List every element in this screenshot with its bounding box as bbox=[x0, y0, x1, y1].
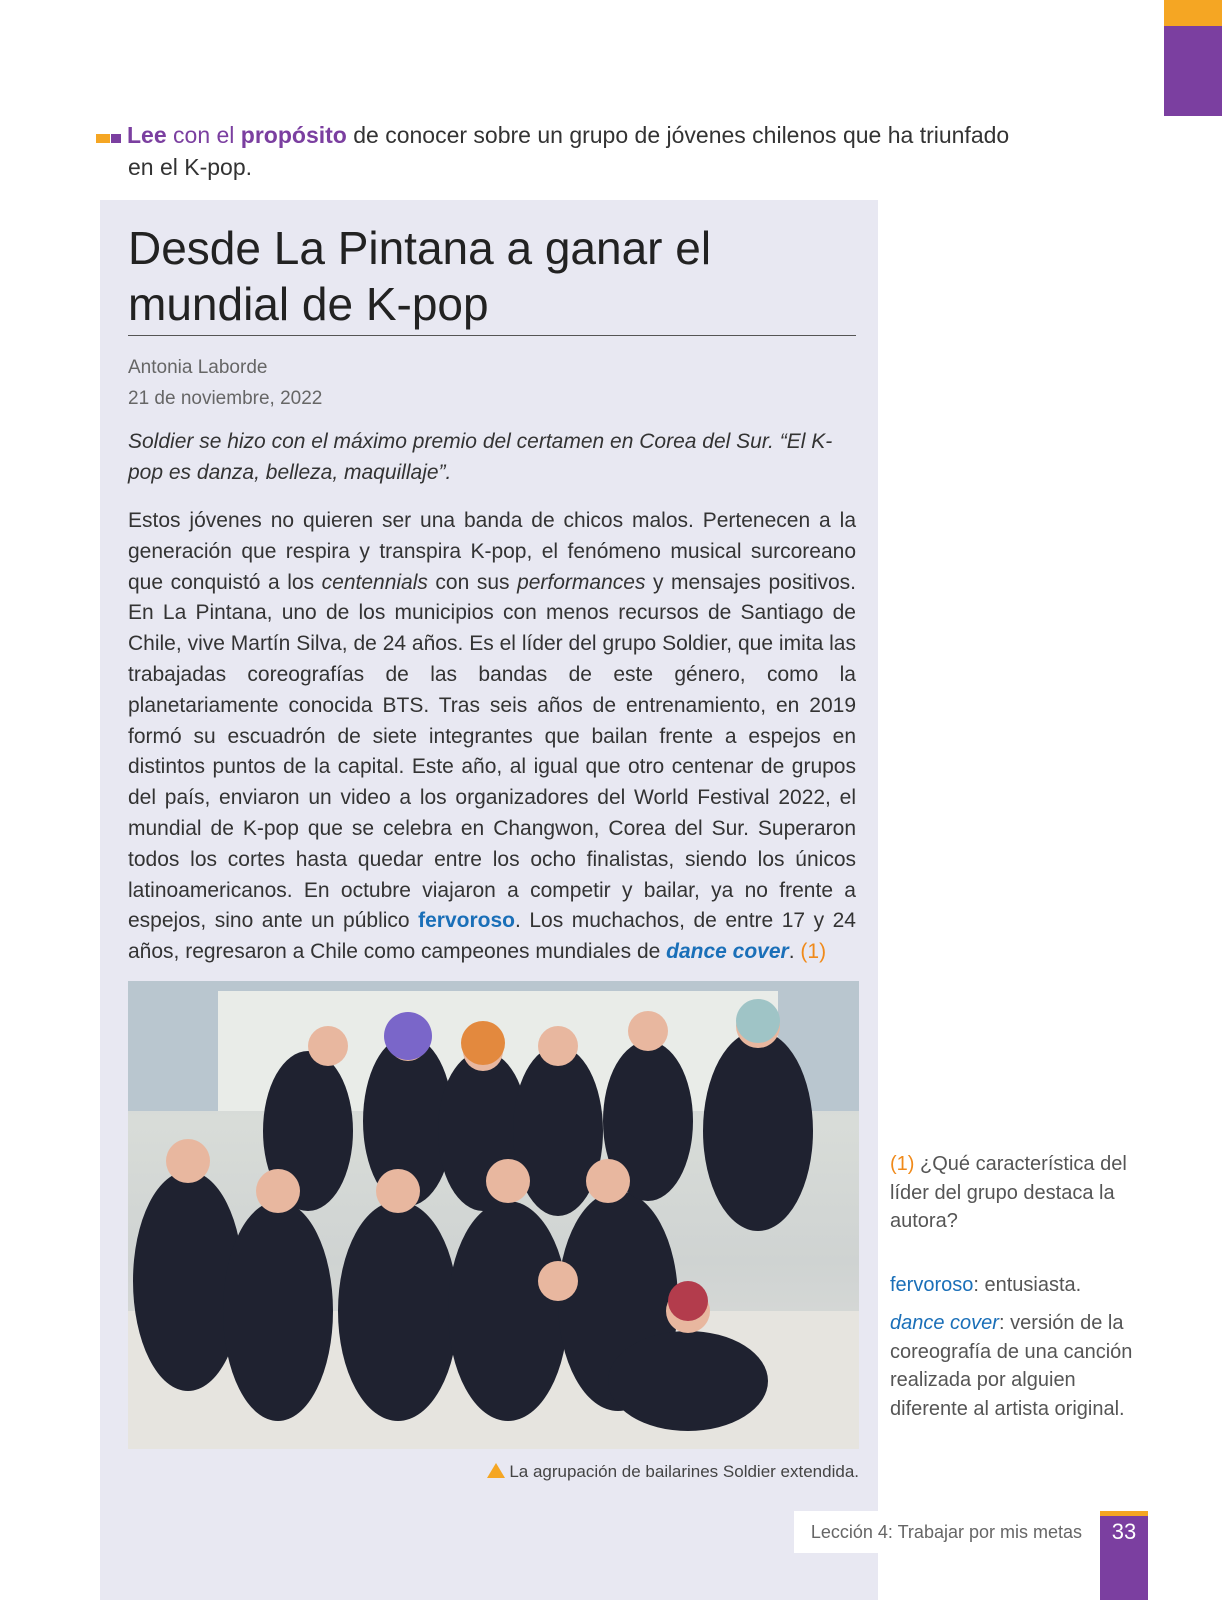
side-question-ref: (1) bbox=[890, 1153, 915, 1175]
gloss-def-fervoroso: : entusiasta. bbox=[973, 1274, 1082, 1296]
gloss-dance-cover: dance cover bbox=[666, 940, 789, 964]
body-part-3: y mensajes positivos. En La Pintana, uno de los municipios con menos recursos de Santiago de Chile, vive Martín Silva, de 24 años. Es el líder del grupo Soldier, que imita las trabajadas coreografías de las bandas de este género, como la planetariamente conocida BTS. Tras seis años de entrenamiento, en 2019 formó su escuadrón de siete integrantes que bailan frente a espejos en distintos puntos de la capital. Este año, al igual que otro centenar de grupos del país, enviaron un video a los organizadores del World Festival 2022, el mundial de K-pop que se celebra en Changwon, Corea del Sur. Superaron todos los cortes hasta quedar entre los ocho finalistas, siendo los únicos latinoamericanos. En octubre viajaron a competir y bailar, ya no frente a espejos, sino ante un público bbox=[128, 570, 856, 933]
article-title: Desde La Pintana a ganar el mundial de K-pop bbox=[128, 222, 712, 330]
article-date: 21 de noviembre, 2022 bbox=[128, 388, 323, 409]
gloss-fervoroso: fervoroso bbox=[418, 909, 515, 933]
body-part-1: Estos jóvenes no quieren ser una banda de chicos malos. Pertenecen a la generación que respira y transpira K-pop, el fenómeno musical surcoreano que conquistó a los bbox=[128, 509, 856, 594]
article-panel bbox=[100, 200, 878, 1600]
reading-purpose bbox=[96, 120, 1126, 182]
body-part-5: . bbox=[788, 940, 801, 964]
article-author: Antonia Laborde bbox=[128, 357, 268, 378]
gloss-entry-dance-cover bbox=[890, 1309, 1140, 1423]
article-meta bbox=[128, 352, 322, 414]
page-number: 33 bbox=[1100, 1511, 1148, 1600]
purpose-proposito: propósito bbox=[240, 122, 347, 148]
gloss-term-dance-cover: dance cover bbox=[890, 1312, 999, 1334]
photo-caption bbox=[128, 1462, 859, 1482]
lesson-label: Lección 4: Trabajar por mis metas bbox=[794, 1511, 1094, 1553]
article-body bbox=[128, 506, 856, 968]
purpose-line2: en el K-pop. bbox=[128, 153, 253, 180]
photo-caption-text: La agrupación de bailarines Soldier extendida. bbox=[509, 1462, 859, 1481]
gloss-entry-fervoroso bbox=[890, 1271, 1140, 1300]
body-part-2: con sus bbox=[427, 570, 518, 594]
title-divider bbox=[128, 335, 856, 336]
group-photo-illustration bbox=[128, 981, 859, 1449]
side-question bbox=[890, 1150, 1140, 1236]
gloss-def-dance-cover: : versión de la coreografía de una canción realizada por alguien diferente al artista original. bbox=[890, 1312, 1133, 1420]
corner-tab-orange bbox=[1164, 0, 1222, 26]
corner-tab bbox=[1164, 0, 1222, 116]
body-part-4: . Los muchachos, de entre 17 y 24 años, regresaron a Chile como campeones mundiales de bbox=[128, 909, 856, 964]
body-performances: performances bbox=[517, 570, 646, 594]
article-lead: Soldier se hizo con el máximo premio del certamen en Corea del Sur. “El K-pop es danza, belleza, maquillaje”. bbox=[128, 430, 833, 484]
bullet-icon bbox=[96, 120, 121, 150]
purpose-rest: de conocer sobre un grupo de jóvenes chilenos que ha triunfado bbox=[353, 122, 1010, 148]
caption-triangle-icon bbox=[487, 1463, 505, 1478]
group-photo bbox=[128, 981, 859, 1449]
purpose-con-el: con el bbox=[173, 122, 235, 148]
question-ref-marker: (1) bbox=[800, 940, 827, 964]
purpose-lee: Lee bbox=[127, 122, 167, 148]
body-centennials: centennials bbox=[321, 570, 428, 594]
side-question-text: ¿Qué característica del líder del grupo destaca la autora? bbox=[890, 1153, 1127, 1232]
corner-tab-purple bbox=[1164, 26, 1222, 116]
gloss-term-fervoroso: fervoroso bbox=[890, 1274, 974, 1296]
